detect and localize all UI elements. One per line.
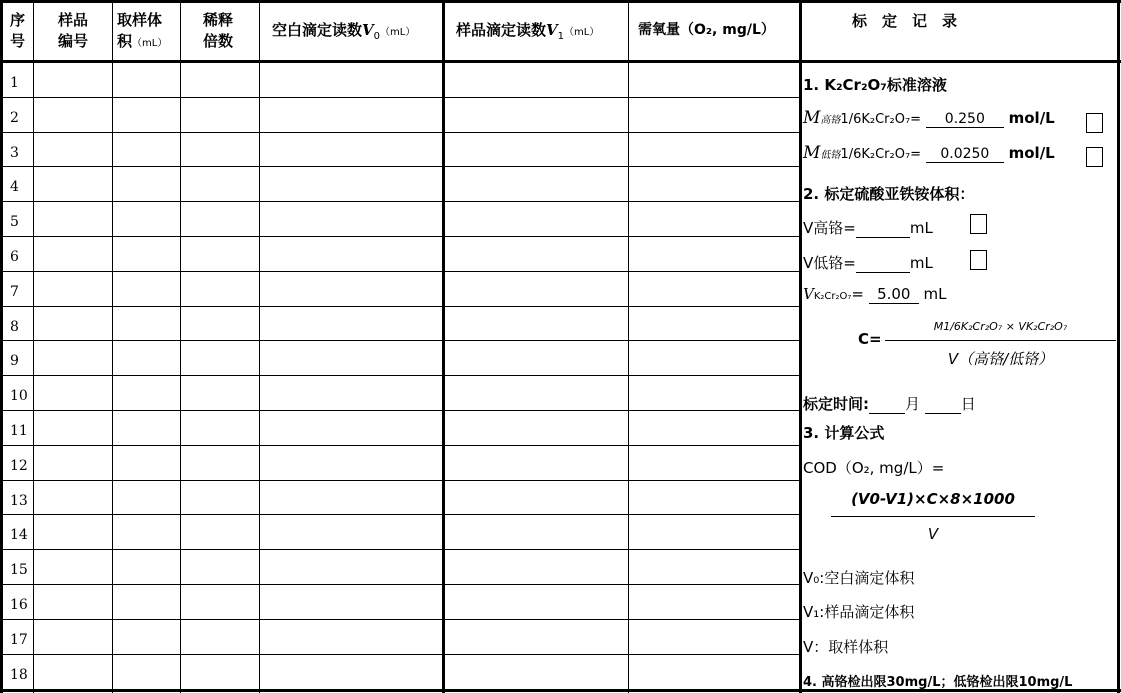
cod-denominator: V — [927, 525, 939, 543]
row-number: 8 — [10, 319, 19, 335]
row-divider — [0, 619, 799, 620]
cal-section-2: 2. 标定硫酸亚铁铵体积： — [803, 185, 975, 203]
cal-section-4: 4. 高铬检出限30mg/L；低铬检出限10mg/L — [803, 675, 1073, 690]
v-high-line: V高铬= mL — [803, 219, 933, 237]
border-top — [0, 0, 1121, 3]
row-divider — [0, 375, 799, 376]
row-divider — [0, 271, 799, 272]
row-number: 6 — [10, 249, 19, 265]
cal-time: 标定时间: 月 日 — [803, 395, 976, 413]
day-blank[interactable] — [925, 395, 961, 414]
cod-label: COD（O₂, mg/L）= — [803, 459, 945, 477]
row-number: 14 — [10, 527, 28, 543]
col-divider — [628, 0, 629, 693]
row-number: 16 — [10, 597, 28, 613]
row-divider — [0, 97, 799, 98]
m-low-value: 0.0250 — [926, 146, 1004, 163]
col-divider — [33, 0, 34, 693]
col-divider — [112, 0, 113, 693]
row-divider — [0, 584, 799, 585]
v-low-blank[interactable] — [856, 254, 910, 273]
v-low-line: V低铬= mL — [803, 254, 933, 272]
row-divider — [0, 132, 799, 133]
cal-m-high: M高铬1/6K₂Cr₂O₇= 0.250 mol/L — [803, 108, 1055, 128]
c-denominator: V（高铬/低铬） — [947, 350, 1054, 368]
v-definition: V：取样体积 — [803, 638, 889, 656]
header-dilution: 稀释 倍数 — [203, 11, 234, 50]
checkbox-v-low[interactable] — [970, 250, 987, 270]
col-divider — [259, 0, 260, 693]
vk-value: 5.00 — [869, 285, 919, 304]
row-divider — [0, 340, 799, 341]
row-divider — [0, 201, 799, 202]
row-divider — [0, 236, 799, 237]
row-number: 10 — [10, 388, 28, 404]
c-fraction-bar — [885, 340, 1116, 341]
m-high-value: 0.250 — [926, 111, 1004, 128]
header-sample-reading: 样品滴定读数$V_1(mL)$ — [456, 21, 600, 42]
cod-fraction-bar — [831, 516, 1035, 517]
cod-numerator: (V0-V1)×C×8×1000 — [851, 490, 1015, 508]
header-bottom — [0, 60, 1121, 63]
col-divider — [442, 0, 445, 693]
c-label: C= — [858, 330, 882, 348]
row-divider — [0, 480, 799, 481]
row-number: 15 — [10, 562, 28, 578]
month-blank[interactable] — [869, 395, 905, 414]
row-number: 5 — [10, 214, 19, 230]
v-high-blank[interactable] — [856, 219, 910, 238]
row-number: 13 — [10, 493, 28, 509]
checkbox-high-chrome[interactable] — [1086, 113, 1103, 133]
row-divider — [0, 166, 799, 167]
cal-section-1: 1. K₂Cr₂O₇标准溶液 — [803, 76, 947, 94]
header-sample-no: 样品 编号 — [58, 11, 89, 50]
cal-section-3: 3. 计算公式 — [803, 424, 885, 442]
col-divider — [180, 0, 181, 693]
c-numerator: M1/6K₂Cr₂O₇ × VK₂Cr₂O₇ — [933, 320, 1068, 333]
border-left — [0, 0, 3, 693]
v0-definition: V₀:空白滴定体积 — [803, 569, 915, 587]
row-divider — [0, 410, 799, 411]
col-divider — [799, 0, 802, 693]
row-number: 12 — [10, 458, 28, 474]
header-seq: 序 号 — [10, 11, 26, 50]
row-number: 9 — [10, 353, 19, 369]
header-sample-volume: 取样体 积（mL） — [117, 11, 168, 50]
row-number: 7 — [10, 284, 19, 300]
header-oxygen-demand: 需氧量（O₂, mg/L） — [638, 22, 775, 38]
row-number: 17 — [10, 632, 28, 648]
row-divider — [0, 549, 799, 550]
row-divider — [0, 445, 799, 446]
row-number: 4 — [10, 179, 19, 195]
row-number: 11 — [10, 423, 28, 439]
checkbox-low-chrome[interactable] — [1086, 147, 1103, 167]
v1-definition: V₁:样品滴定体积 — [803, 603, 915, 621]
checkbox-v-high[interactable] — [970, 214, 987, 234]
border-right — [1117, 0, 1120, 693]
row-number: 18 — [10, 667, 28, 683]
row-number: 1 — [10, 75, 19, 91]
row-divider — [0, 514, 799, 515]
row-number: 2 — [10, 110, 19, 126]
row-divider — [0, 306, 799, 307]
vk-line: VK₂Cr₂O₇= 5.00 mL — [803, 285, 947, 303]
row-divider — [0, 654, 799, 655]
cal-m-low: M低铬1/6K₂Cr₂O₇= 0.0250 mol/L — [803, 143, 1055, 163]
header-calibration: 标 定 记 录 — [852, 12, 958, 30]
header-blank-reading: 空白滴定读数$V_0(mL)$ — [272, 21, 416, 42]
row-number: 3 — [10, 145, 19, 161]
